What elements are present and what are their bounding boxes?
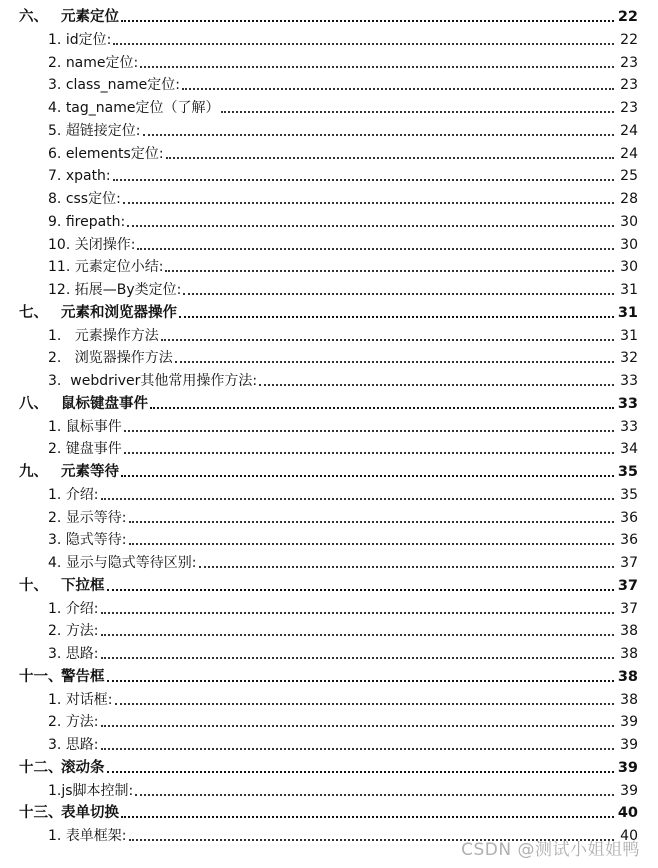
toc-entry-number: 八、 [19, 395, 48, 412]
toc-entry-title: 键盘事件 [65, 441, 122, 458]
toc-entry-number: 5. [48, 122, 66, 139]
toc-entry-number: 2. [48, 714, 66, 731]
toc-entry-page-number: 40 [617, 805, 638, 822]
toc-entry-page-number: 34 [620, 441, 638, 458]
toc-entry-number: 十一、 [19, 668, 63, 685]
dot-leader [259, 384, 614, 386]
toc-chapter-entry[interactable] [0, 459, 658, 482]
toc-section-entry[interactable] [0, 49, 658, 72]
toc-entry-title: 元素定位小结: [74, 259, 164, 276]
toc-entry-number: 3. [48, 532, 66, 549]
toc-entry-page-number: 31 [617, 304, 638, 321]
watermark: CSDN @测试小姐姐鸭 [461, 840, 640, 860]
toc-section-entry[interactable] [0, 481, 658, 504]
toc-entry-number: 1. [48, 418, 66, 435]
dot-leader [183, 293, 614, 295]
toc-entry-title: 鼠标键盘事件 [61, 395, 148, 412]
toc-entry-title: 对话框: [65, 691, 113, 708]
toc-entry-title: js脚本控制: [61, 782, 134, 799]
toc-entry-page-number: 30 [620, 259, 638, 276]
toc-entry-title: name定位: [65, 54, 139, 71]
toc-entry-title: webdriver其他常用操作方法: [70, 373, 258, 390]
toc-entry-page-number: 24 [620, 145, 638, 162]
toc-section-entry[interactable] [0, 345, 658, 368]
dot-leader [101, 748, 614, 750]
toc-entry-number: 1. [48, 691, 66, 708]
toc-chapter-entry[interactable] [0, 754, 658, 777]
toc-section-entry[interactable] [0, 163, 658, 186]
toc-entry-page-number: 38 [620, 691, 638, 708]
toc-entry-page-number: 33 [617, 395, 638, 412]
toc-entry-page-number: 38 [620, 623, 638, 640]
toc-entry-number: 2. [48, 509, 66, 526]
toc-entry-page-number: 22 [617, 9, 638, 26]
dot-leader [121, 20, 614, 22]
toc-entry-number: 1. [48, 486, 66, 503]
toc-entry-title: 显示与隐式等待区别: [65, 555, 197, 572]
toc-section-entry[interactable] [0, 368, 658, 391]
dot-leader [101, 725, 614, 727]
toc-entry-page-number: 25 [620, 168, 638, 185]
dot-leader [221, 111, 614, 113]
toc-entry-title: 浏览器操作方法 [74, 350, 173, 367]
toc-section-entry[interactable] [0, 277, 658, 300]
toc-entry-page-number: 23 [620, 54, 638, 71]
dot-leader [175, 361, 614, 363]
dot-leader [107, 771, 615, 773]
toc-entry-number: 3. [48, 77, 66, 94]
dot-leader [121, 475, 614, 477]
toc-entry-title: firepath: [65, 213, 126, 230]
toc-entry-page-number: 31 [620, 282, 638, 299]
dot-leader [115, 703, 614, 705]
toc-section-entry[interactable] [0, 732, 658, 755]
dot-leader [101, 498, 614, 500]
toc-entry-page-number: 22 [620, 31, 638, 48]
toc-entry-page-number: 28 [620, 191, 638, 208]
toc-section-entry[interactable] [0, 72, 658, 95]
toc-entry-number: 九、 [19, 464, 48, 481]
toc-section-entry[interactable] [0, 95, 658, 118]
toc-entry-page-number: 39 [620, 782, 638, 799]
toc-section-entry[interactable] [0, 231, 658, 254]
toc-entry-number: 2. [48, 623, 66, 640]
toc-entry-number: 六、 [19, 9, 48, 26]
dot-leader [161, 339, 614, 341]
toc-entry-number: 七、 [19, 304, 48, 321]
toc-entry-number: 4. [48, 555, 66, 572]
dot-leader [199, 566, 614, 568]
toc-entry-page-number: 39 [617, 759, 638, 776]
dot-leader [107, 680, 615, 682]
toc-entry-title: 超链接定位: [65, 122, 141, 139]
toc-chapter-entry[interactable] [0, 800, 658, 823]
toc-entry-title: 元素等待 [61, 464, 119, 481]
toc-entry-page-number: 37 [617, 577, 638, 594]
dot-leader [124, 430, 614, 432]
toc-section-entry[interactable] [0, 777, 658, 800]
dot-leader [101, 634, 614, 636]
toc-entry-number: 9. [48, 213, 66, 230]
toc-entry-number: 4. [48, 100, 66, 117]
toc-entry-title: 表单框架: [65, 828, 127, 845]
toc-entry-title: 警告框 [61, 668, 105, 685]
toc-entry-title: 元素和浏览器操作 [61, 304, 177, 321]
dot-leader [101, 612, 614, 614]
toc-entry-title: 方法: [65, 714, 99, 731]
toc-entry-title: 元素操作方法 [74, 327, 159, 344]
toc-entry-title: 元素定位 [61, 9, 119, 26]
dot-leader [166, 157, 614, 159]
toc-section-entry[interactable] [0, 186, 658, 209]
dot-leader [107, 589, 615, 591]
toc-section-entry[interactable] [0, 413, 658, 436]
dot-leader [127, 225, 614, 227]
toc-entry-title: 显示等待: [65, 509, 127, 526]
toc-entry-number: 十二、 [19, 759, 63, 776]
toc-entry-number: 10. [48, 236, 75, 253]
toc-section-entry[interactable] [0, 709, 658, 732]
toc-entry-number: 6. [48, 145, 66, 162]
toc-entry-page-number: 36 [620, 509, 638, 526]
toc-section-entry[interactable] [0, 208, 658, 231]
toc-entry-page-number: 40 [620, 828, 638, 845]
dot-leader [124, 452, 614, 454]
toc-section-entry[interactable] [0, 26, 658, 49]
toc-section-entry[interactable] [0, 140, 658, 163]
toc-chapter-entry[interactable] [0, 4, 658, 27]
toc-entry-title: xpath: [65, 168, 111, 185]
toc-entry-number: 2. [48, 350, 75, 367]
toc-entry-title: 表单切换 [61, 805, 119, 822]
toc-section-entry[interactable] [0, 618, 658, 641]
toc-entry-number: 1. [48, 782, 62, 799]
toc-entry-title: 隐式等待: [65, 532, 127, 549]
toc-entry-title: elements定位: [65, 145, 164, 162]
dot-leader [143, 134, 614, 136]
toc-entry-number: 2. [48, 441, 66, 458]
toc-chapter-entry[interactable] [0, 663, 658, 686]
toc-entry-page-number: 30 [620, 213, 638, 230]
toc-entry-title: 思路: [65, 737, 99, 754]
toc-entry-title: 方法: [65, 623, 99, 640]
toc-entry-page-number: 36 [620, 532, 638, 549]
toc-section-entry[interactable] [0, 550, 658, 573]
toc-entry-title: 关闭操作: [74, 236, 136, 253]
toc-entry-page-number: 30 [620, 236, 638, 253]
toc-section-entry[interactable] [0, 436, 658, 459]
dot-leader [179, 316, 614, 318]
toc-entry-title: 介绍: [65, 600, 99, 617]
toc-section-entry[interactable] [0, 595, 658, 618]
toc-entry-page-number: 37 [620, 555, 638, 572]
toc-entry-title: tag_name定位（了解） [65, 100, 220, 117]
toc-entry-page-number: 31 [620, 327, 638, 344]
toc-entry-page-number: 35 [617, 464, 638, 481]
toc-entry-number: 1. [48, 327, 75, 344]
toc-entry-page-number: 23 [620, 77, 638, 94]
toc-entry-title: 鼠标事件 [65, 418, 122, 435]
toc-entry-title: css定位: [65, 191, 121, 208]
toc-section-entry[interactable] [0, 527, 658, 550]
dot-leader [129, 543, 614, 545]
toc-entry-number: 十、 [19, 577, 48, 594]
toc-chapter-entry[interactable] [0, 299, 658, 322]
dot-leader [182, 88, 614, 90]
dot-leader [123, 202, 614, 204]
toc-entry-number: 1. [48, 31, 66, 48]
toc-entry-title: id定位: [65, 31, 112, 48]
toc-entry-page-number: 32 [620, 350, 638, 367]
toc-chapter-entry[interactable] [0, 390, 658, 413]
toc-chapter-entry[interactable] [0, 572, 658, 595]
dot-leader [165, 270, 614, 272]
toc-section-entry[interactable] [0, 117, 658, 140]
toc-entry-number: 3. [48, 737, 66, 754]
toc-entry-number: 1. [48, 600, 66, 617]
toc-entry-title: class_name定位: [65, 77, 180, 94]
dot-leader [140, 66, 614, 68]
toc-entry-number: 十三、 [19, 805, 63, 822]
toc-entry-page-number: 33 [620, 373, 638, 390]
toc-entry-page-number: 39 [620, 737, 638, 754]
toc-entry-page-number: 23 [620, 100, 638, 117]
dot-leader [121, 816, 614, 818]
toc-entry-number: 3. [48, 373, 71, 390]
toc-entry-title: 思路: [65, 646, 99, 663]
toc-entry-page-number: 35 [620, 486, 638, 503]
dot-leader [113, 43, 614, 45]
dot-leader [135, 794, 614, 796]
toc-section-entry[interactable] [0, 686, 658, 709]
toc-entry-number: 8. [48, 191, 66, 208]
toc-entry-number: 1. [48, 828, 66, 845]
dot-leader [129, 521, 614, 523]
dot-leader [150, 407, 614, 409]
toc-entry-page-number: 24 [620, 122, 638, 139]
toc-entry-number: 2. [48, 54, 66, 71]
toc-entry-page-number: 39 [620, 714, 638, 731]
toc-entry-number: 7. [48, 168, 66, 185]
toc-entry-page-number: 33 [620, 418, 638, 435]
toc-entry-page-number: 38 [620, 646, 638, 663]
toc-entry-title: 下拉框 [61, 577, 105, 594]
toc-section-entry[interactable] [0, 322, 658, 345]
toc-entry-number: 3. [48, 646, 66, 663]
dot-leader [113, 179, 614, 181]
dot-leader [101, 657, 614, 659]
dot-leader [137, 248, 614, 250]
toc-entry-title: 拓展—By类定位: [74, 282, 182, 299]
toc-section-entry[interactable] [0, 254, 658, 277]
toc-entry-page-number: 37 [620, 600, 638, 617]
toc-entry-number: 12. [48, 282, 75, 299]
toc-entry-page-number: 38 [617, 668, 638, 685]
toc-section-entry[interactable] [0, 504, 658, 527]
toc-entry-title: 滚动条 [61, 759, 105, 776]
toc-entry-number: 11. [48, 259, 75, 276]
toc-entry-title: 介绍: [65, 486, 99, 503]
toc-section-entry[interactable] [0, 641, 658, 664]
